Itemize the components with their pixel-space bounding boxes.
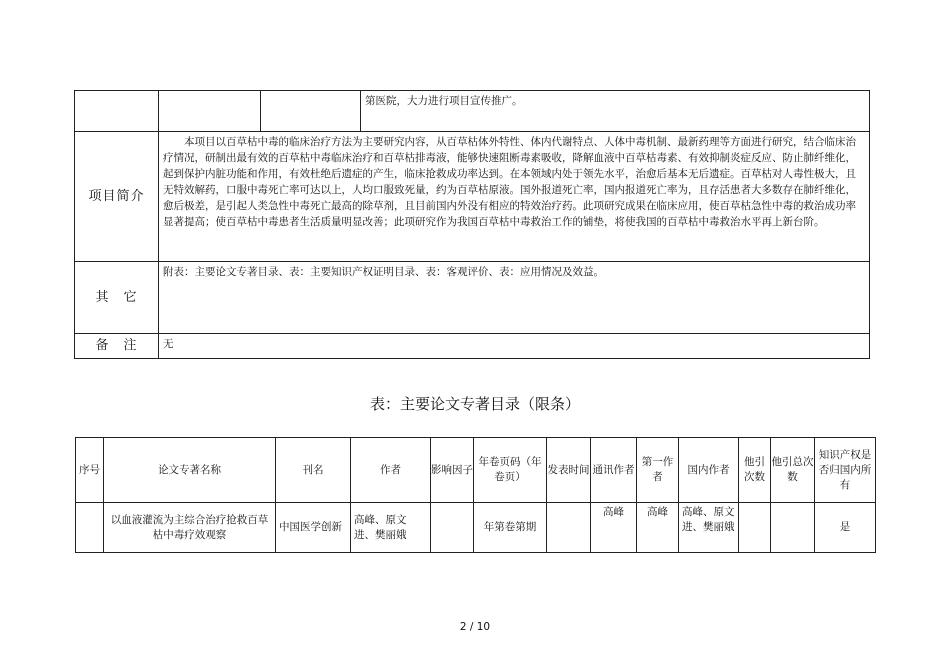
continuation-row <box>75 91 870 132</box>
header-cell: 第一作者 <box>637 438 679 503</box>
remark-row <box>75 334 870 359</box>
row-cell: 年第卷第期 <box>474 503 547 553</box>
row-cell <box>739 503 771 553</box>
header-cell: 影响因子 <box>431 438 474 503</box>
empty-cell <box>75 91 159 132</box>
page-number: 2 / 10 <box>459 621 491 633</box>
header-cell: 他引次数 <box>739 438 771 503</box>
paper-table-header-row <box>76 438 876 503</box>
summary-cell <box>159 132 870 262</box>
header-cell: 刊名 <box>276 438 351 503</box>
continuation-text: 第医院，大力进行项目宣传推广。 <box>361 91 870 132</box>
row-cell: 高峰、原文进、樊丽娥 <box>351 503 431 553</box>
header-cell: 发表时间 <box>547 438 591 503</box>
row-cell <box>431 503 474 553</box>
summary-row <box>75 132 870 262</box>
header-cell: 通讯作者 <box>591 438 637 503</box>
other-label: 其 它 <box>75 262 159 334</box>
paper-table <box>75 437 876 553</box>
table-row <box>76 503 876 553</box>
row-cell <box>76 503 104 553</box>
empty-cell <box>261 91 361 132</box>
header-cell: 作者 <box>351 438 431 503</box>
header-cell: 序号 <box>76 438 104 503</box>
empty-cell <box>159 91 261 132</box>
summary-label: 项目简介 <box>75 132 159 262</box>
row-cell <box>547 503 591 553</box>
remark-text: 无 <box>159 334 870 359</box>
remark-label: 备 注 <box>75 334 159 359</box>
row-cell: 高峰、原文进、樊丽娥 <box>679 503 739 553</box>
header-cell: 论文专著名称 <box>104 438 276 503</box>
row-cell: 以血液灌流为主综合治疗抢救百草枯中毒疗效观察 <box>104 503 276 553</box>
project-info-table <box>74 90 870 359</box>
row-cell: 中国医学创新 <box>276 503 351 553</box>
header-cell: 年卷页码（年卷页） <box>474 438 547 503</box>
other-row <box>75 262 870 334</box>
other-text: 附表：主要论文专著目录、表：主要知识产权证明目录、表：客观评价、表：应用情况及效益。 <box>159 262 870 334</box>
summary-text: 本项目以百草枯中毒的临床治疗方法为主要研究内容，从百草枯体外特性、体内代谢特点、人体中毒机制、最新药理等方面进行研究，结合临床治疗情况，研制出最有效的百草枯中毒临床治疗和百草枯排毒液，能够快速阻断毒素吸收，降解血液中百草枯毒素、有效抑制炎症反应、防止肺纤维化，起到保护内脏功能和作用，有效杜绝后遗症的产生，临床抢救成功率达到。在本领域内处于领先水平，治愈后基本无后遗症。百草枯对人毒性极大，且无特效解药，口服中毒死亡率可达以上，人均口服致死量，约为百草枯原液。国外报道死亡率，国内报道死亡率为，且存活患者大多数存在肺纤维化，愈后极差，是引起人类急性中毒死亡最高的除草剂，且目前国内外没有相应的特效治疗药。此项研究成果在临床应用，使百草枯急性中毒的救治成功率显著提高；使百草枯中毒患者生活质量明显改善；此项研究作为我国百草枯中毒救治工作的铺垫，将使我国的百草枯中毒救治水平再上新台阶。 <box>163 136 856 228</box>
row-cell: 是 <box>815 503 876 553</box>
row-cell: 高峰 <box>637 503 679 553</box>
section-title: 表：主要论文专著目录（限条） <box>369 395 580 413</box>
row-cell <box>771 503 815 553</box>
header-cell: 国内作者 <box>679 438 739 503</box>
row-cell: 高峰 <box>591 503 637 553</box>
header-cell: 他引总次数 <box>771 438 815 503</box>
header-cell: 知识产权是否归国内所有 <box>815 438 876 503</box>
